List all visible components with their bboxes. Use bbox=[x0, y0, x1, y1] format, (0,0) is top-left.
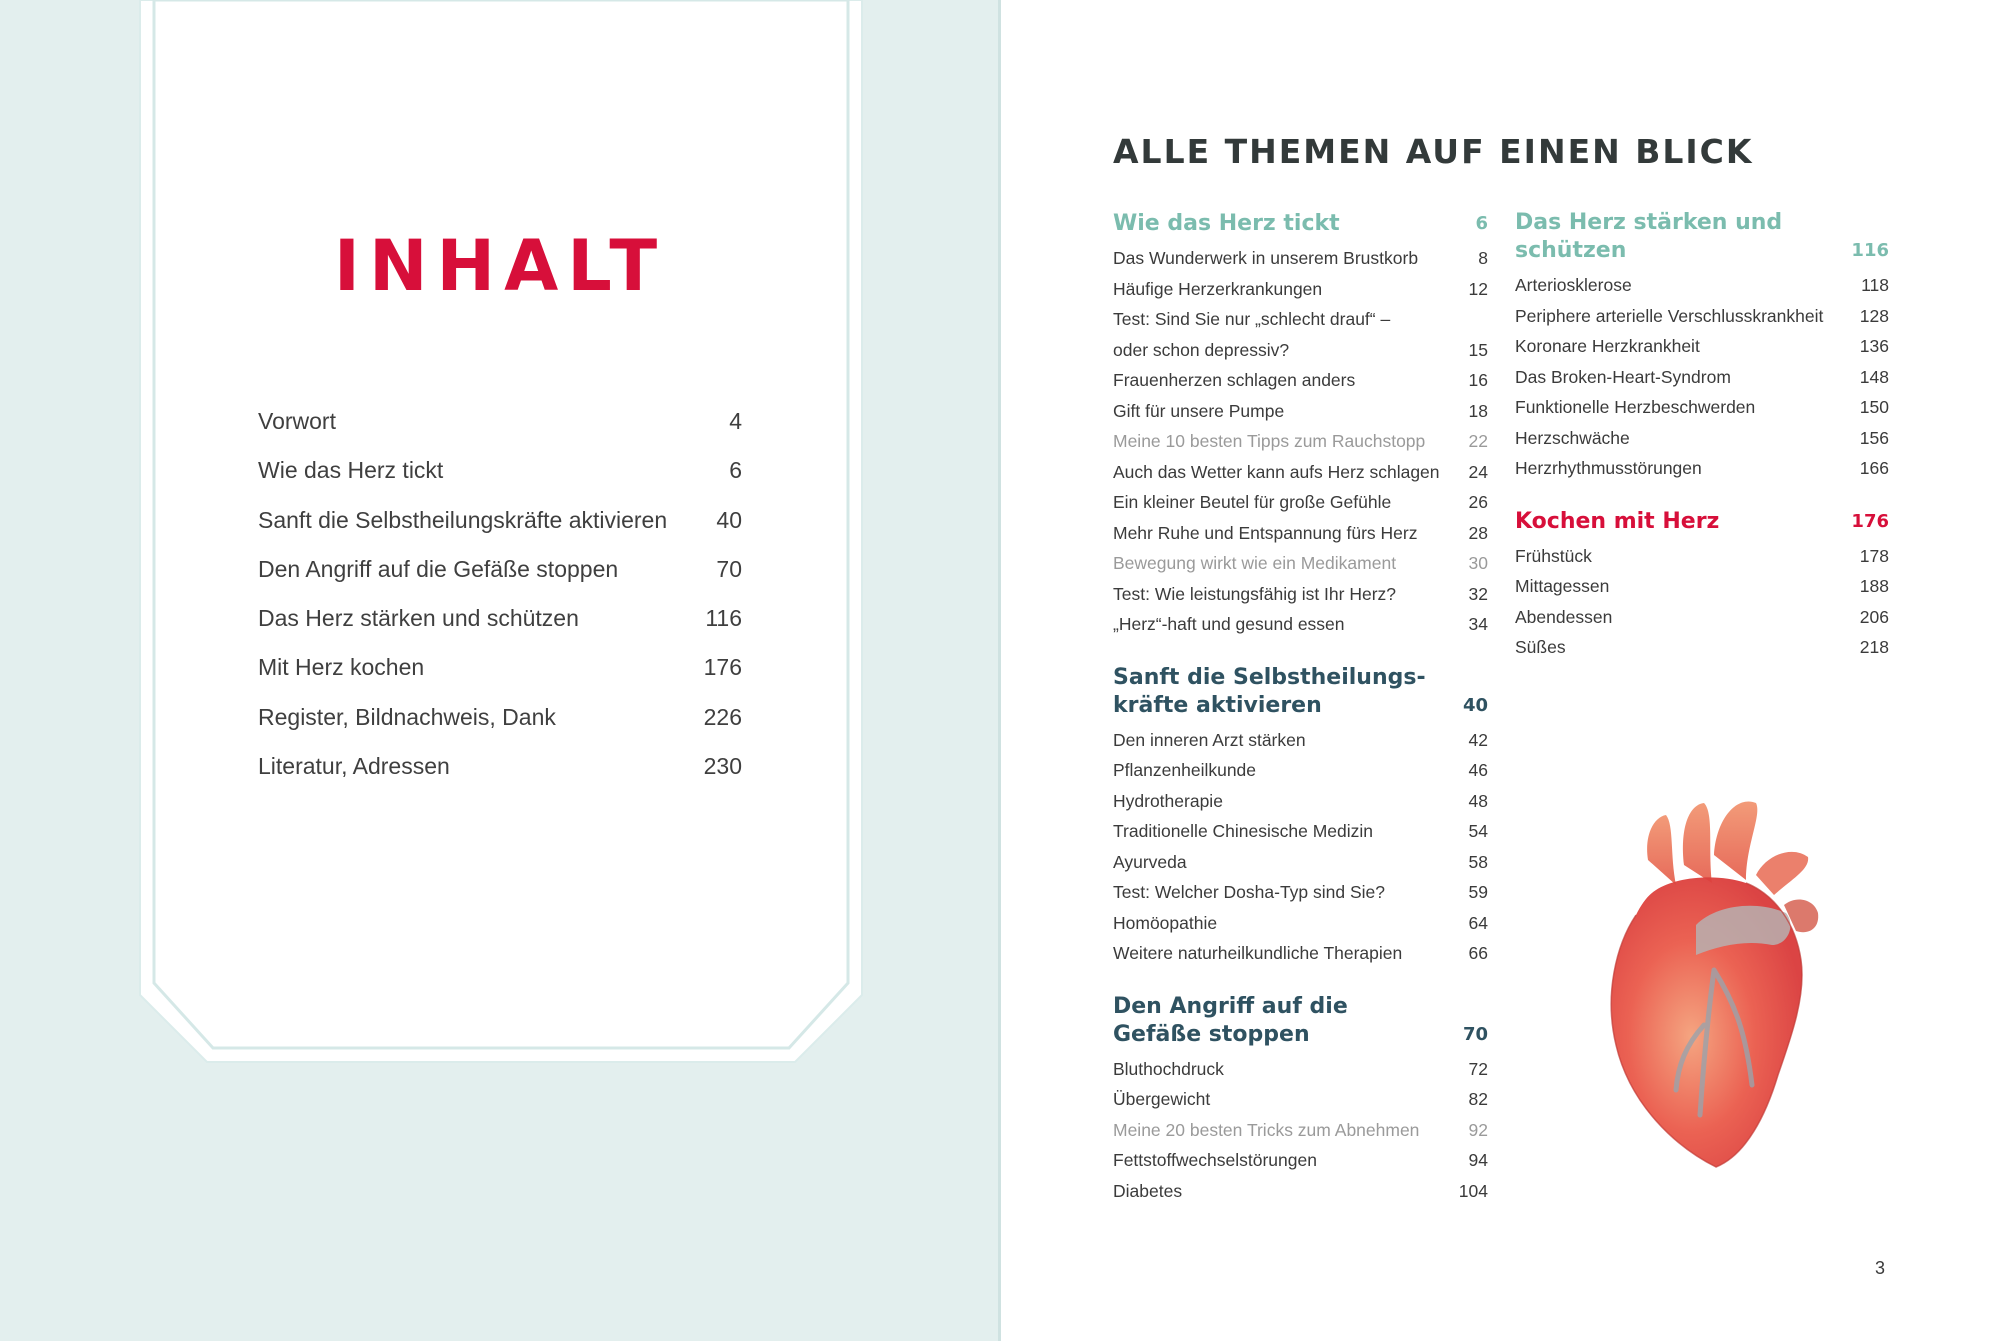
topic-entry-label: Fettstoffwechselstörungen bbox=[1113, 1150, 1317, 1170]
topic-entry-page: 94 bbox=[1468, 1150, 1488, 1170]
topic-entry-page: 206 bbox=[1859, 606, 1889, 627]
topic-entry-label: Frauenherzen schlagen anders bbox=[1113, 370, 1356, 390]
contents-list bbox=[258, 400, 742, 794]
topic-entry-label: Test: Wie leistungsfähig ist Ihr Herz? bbox=[1113, 583, 1397, 604]
topic-entry-page: 218 bbox=[1859, 637, 1889, 657]
topic-entry-page: 128 bbox=[1859, 305, 1889, 326]
topic-entry bbox=[1113, 908, 1488, 939]
topic-entry bbox=[1113, 487, 1488, 518]
topic-section-header bbox=[1515, 508, 1889, 536]
topic-entry-page: 64 bbox=[1468, 912, 1488, 933]
topic-entry-label: Auch das Wetter kann aufs Herz schlagen bbox=[1113, 461, 1440, 482]
topic-entry bbox=[1113, 847, 1488, 878]
topic-section bbox=[1113, 210, 1488, 640]
topic-section bbox=[1515, 508, 1889, 663]
topic-entry bbox=[1113, 609, 1488, 640]
topic-entry bbox=[1113, 518, 1488, 549]
topic-entry bbox=[1113, 1054, 1488, 1085]
topic-entry bbox=[1515, 331, 1889, 362]
topic-section-title: Den Angriff auf die Gefäße stoppen bbox=[1113, 993, 1348, 1047]
topic-entry bbox=[1515, 541, 1889, 572]
topic-entry-page: 58 bbox=[1468, 851, 1488, 872]
toc-entry bbox=[258, 548, 742, 597]
topic-entry-label: Funktionelle Herzbeschwerden bbox=[1515, 397, 1756, 417]
topic-entry-label: Weitere naturheilkundliche Therapien bbox=[1113, 943, 1403, 963]
topic-entry-label: Mehr Ruhe und Entspannung fürs Herz bbox=[1113, 522, 1418, 543]
topic-entry-label: Gift für unsere Pumpe bbox=[1113, 400, 1285, 421]
topic-entry-page: 22 bbox=[1468, 431, 1488, 451]
toc-entry-label: Mit Herz kochen bbox=[258, 654, 425, 681]
topic-entry bbox=[1113, 938, 1488, 969]
topic-entry-page: 59 bbox=[1468, 882, 1488, 902]
toc-entry bbox=[258, 646, 742, 695]
topic-entry-page: 16 bbox=[1468, 370, 1488, 390]
toc-entry-page: 40 bbox=[716, 506, 742, 533]
topic-entry-label: Frühstück bbox=[1515, 545, 1592, 566]
topic-entry-page: 150 bbox=[1859, 397, 1889, 417]
topic-section-title: Kochen mit Herz bbox=[1515, 508, 1720, 534]
topic-entry bbox=[1515, 362, 1889, 393]
topic-entry-page: 118 bbox=[1861, 275, 1889, 295]
topic-entry bbox=[1515, 392, 1889, 423]
topic-entry-label: Traditionelle Chinesische Medizin bbox=[1113, 821, 1374, 841]
topic-entry-label: Homöopathie bbox=[1113, 912, 1218, 933]
toc-entry-page: 176 bbox=[703, 654, 742, 681]
topic-entry-page: 54 bbox=[1468, 821, 1488, 841]
topic-entry-label: Arteriosklerose bbox=[1515, 275, 1632, 295]
toc-entry bbox=[258, 745, 742, 794]
contents-title: INHALT bbox=[333, 225, 667, 307]
topic-entry bbox=[1113, 243, 1488, 274]
page-number: 3 bbox=[1874, 1258, 1885, 1278]
topic-entry bbox=[1515, 632, 1889, 663]
toc-entry-label: Vorwort bbox=[258, 408, 336, 434]
toc-entry-page: 116 bbox=[705, 605, 742, 632]
topic-entry bbox=[1113, 1176, 1488, 1207]
topic-entry-label: Hydrotherapie bbox=[1113, 790, 1223, 811]
topic-entry-label: Test: Welcher Dosha-Typ sind Sie? bbox=[1113, 882, 1386, 902]
topic-section-page: 40 bbox=[1462, 694, 1488, 716]
toc-entry-label: Den Angriff auf die Gefäße stoppen bbox=[258, 555, 619, 582]
topics-column-1 bbox=[1113, 210, 1488, 1230]
topic-entry bbox=[1113, 816, 1488, 847]
topic-entry-label: Meine 20 besten Tricks zum Abnehmen bbox=[1113, 1119, 1420, 1140]
topic-section-title: Wie das Herz tickt bbox=[1113, 211, 1340, 236]
topic-entry-label: Häufige Herzerkrankungen bbox=[1113, 278, 1323, 299]
topic-entry bbox=[1113, 304, 1488, 335]
topic-entry-page: 26 bbox=[1468, 492, 1488, 512]
toc-entry-page: 226 bbox=[703, 703, 742, 730]
topic-entry bbox=[1113, 396, 1488, 427]
topic-entry-label: Süßes bbox=[1515, 637, 1566, 657]
topic-entry-page: 8 bbox=[1478, 248, 1488, 268]
topic-entry-page: 82 bbox=[1468, 1089, 1488, 1109]
topic-section-header bbox=[1113, 993, 1488, 1049]
toc-entry bbox=[258, 597, 742, 646]
topic-section-page: 6 bbox=[1475, 213, 1488, 234]
topic-entry-page: 156 bbox=[1859, 427, 1889, 448]
topic-entry-page: 34 bbox=[1468, 614, 1488, 634]
topic-entry-label: Koronare Herzkrankheit bbox=[1515, 336, 1700, 356]
topic-entry-page: 66 bbox=[1468, 943, 1488, 963]
topic-entry-label: Den inneren Arzt stärken bbox=[1113, 729, 1306, 750]
anatomical-heart-illustration bbox=[1596, 795, 1846, 1170]
topic-section bbox=[1515, 209, 1889, 484]
topic-entry-page: 42 bbox=[1468, 729, 1488, 750]
topics-column-2 bbox=[1515, 209, 1889, 687]
topic-section-page: 116 bbox=[1851, 240, 1889, 261]
topic-entry-label: Periphere arterielle Verschlusskrankheit bbox=[1515, 305, 1824, 326]
toc-entry-label: Wie das Herz tickt bbox=[258, 457, 444, 484]
topic-entry bbox=[1113, 755, 1488, 786]
topic-entry-label: Das Wunderwerk in unserem Brustkorb bbox=[1113, 248, 1419, 268]
topic-section bbox=[1113, 664, 1488, 969]
topic-section-header bbox=[1515, 209, 1889, 265]
topic-entry bbox=[1515, 571, 1889, 602]
toc-entry bbox=[258, 400, 742, 449]
topic-section bbox=[1113, 993, 1488, 1207]
topic-entry-page: 72 bbox=[1468, 1058, 1488, 1079]
topic-entry-page: 30 bbox=[1468, 553, 1488, 573]
topic-section-title: Sanft die Selbstheilungs-kräfte aktivieren bbox=[1113, 664, 1426, 718]
topic-entry-label: Pflanzenheilkunde bbox=[1113, 760, 1257, 780]
topic-entry-page: 92 bbox=[1468, 1119, 1488, 1140]
topic-entry-page: 188 bbox=[1859, 576, 1889, 596]
topic-entry bbox=[1113, 1084, 1488, 1115]
overview-title: ALLE THEMEN AUF EINEN BLICK bbox=[1113, 132, 1754, 171]
topic-entry-page: 148 bbox=[1859, 366, 1889, 387]
topic-entry-label: Herzschwäche bbox=[1515, 427, 1630, 448]
right-page bbox=[1001, 0, 2000, 1341]
topic-entry-page: 15 bbox=[1468, 339, 1488, 360]
topic-entry bbox=[1515, 423, 1889, 454]
topic-entry bbox=[1515, 453, 1889, 484]
topic-entry-page: 18 bbox=[1468, 400, 1488, 421]
topic-entry-label: oder schon depressiv? bbox=[1113, 339, 1290, 360]
topic-entry-label: Bluthochdruck bbox=[1113, 1058, 1224, 1079]
topic-entry-label: Ein kleiner Beutel für große Gefühle bbox=[1113, 492, 1392, 512]
topic-entry bbox=[1113, 365, 1488, 396]
topic-entry bbox=[1113, 725, 1488, 756]
topic-entry bbox=[1113, 274, 1488, 305]
topic-entry bbox=[1515, 301, 1889, 332]
topic-entry-page: 48 bbox=[1468, 790, 1488, 811]
topic-entry-page: 24 bbox=[1468, 461, 1488, 482]
topic-section-page: 176 bbox=[1851, 510, 1889, 532]
topic-entry-label: Abendessen bbox=[1515, 606, 1613, 627]
topic-entry-page: 136 bbox=[1859, 336, 1889, 356]
topic-entry-label: „Herz“-haft und gesund essen bbox=[1113, 614, 1345, 634]
topic-entry-label: Diabetes bbox=[1113, 1180, 1183, 1201]
topic-entry-page: 32 bbox=[1468, 583, 1488, 604]
topic-entry-label: Meine 10 besten Tipps zum Rauchstopp bbox=[1113, 431, 1426, 451]
topic-entry-page: 104 bbox=[1458, 1180, 1488, 1201]
topic-entry bbox=[1113, 426, 1488, 457]
toc-entry-page: 6 bbox=[729, 457, 742, 484]
topic-entry-label: Das Broken-Heart-Syndrom bbox=[1515, 366, 1731, 387]
topic-entry-label: Mittagessen bbox=[1515, 576, 1610, 596]
topic-entry bbox=[1113, 335, 1488, 366]
toc-entry bbox=[258, 696, 742, 745]
topic-entry bbox=[1113, 877, 1488, 908]
topic-entry bbox=[1515, 602, 1889, 633]
topic-section-page: 70 bbox=[1462, 1023, 1488, 1045]
toc-entry-label: Register, Bildnachweis, Dank bbox=[258, 703, 556, 730]
toc-entry bbox=[258, 499, 742, 548]
toc-entry-label: Sanft die Selbstheilungskräfte aktivieren bbox=[258, 506, 668, 533]
topic-entry bbox=[1113, 1145, 1488, 1176]
topic-entry-page: 46 bbox=[1468, 760, 1488, 780]
topic-section-title: Das Herz stärken und schützen bbox=[1515, 210, 1783, 263]
topic-entry-label: Bewegung wirkt wie ein Medikament bbox=[1113, 553, 1397, 573]
topic-entry-label: Übergewicht bbox=[1113, 1089, 1211, 1109]
toc-entry-label: Literatur, Adressen bbox=[258, 753, 450, 780]
topic-entry-page: 28 bbox=[1468, 522, 1488, 543]
toc-entry-page: 4 bbox=[729, 408, 742, 434]
topic-entry bbox=[1113, 1115, 1488, 1146]
toc-entry-label: Das Herz stärken und schützen bbox=[258, 605, 579, 632]
topic-entry bbox=[1113, 548, 1488, 579]
topic-section-header bbox=[1113, 664, 1488, 720]
topic-entry bbox=[1515, 270, 1889, 301]
topic-entry-page: 178 bbox=[1859, 545, 1889, 566]
toc-entry-page: 70 bbox=[716, 555, 742, 582]
toc-entry-page: 230 bbox=[703, 753, 742, 780]
topic-entry bbox=[1113, 457, 1488, 488]
topic-entry-label: Test: Sind Sie nur „schlecht drauf“ – bbox=[1113, 309, 1391, 329]
topic-entry-label: Herzrhythmusstörungen bbox=[1515, 458, 1702, 478]
topic-entry-label: Ayurveda bbox=[1113, 851, 1187, 872]
topic-section-header bbox=[1113, 210, 1488, 238]
topic-entry bbox=[1113, 579, 1488, 610]
topic-entry-page: 12 bbox=[1468, 278, 1488, 299]
topic-entry-page: 166 bbox=[1859, 458, 1889, 478]
topic-entry bbox=[1113, 786, 1488, 817]
toc-entry bbox=[258, 449, 742, 498]
